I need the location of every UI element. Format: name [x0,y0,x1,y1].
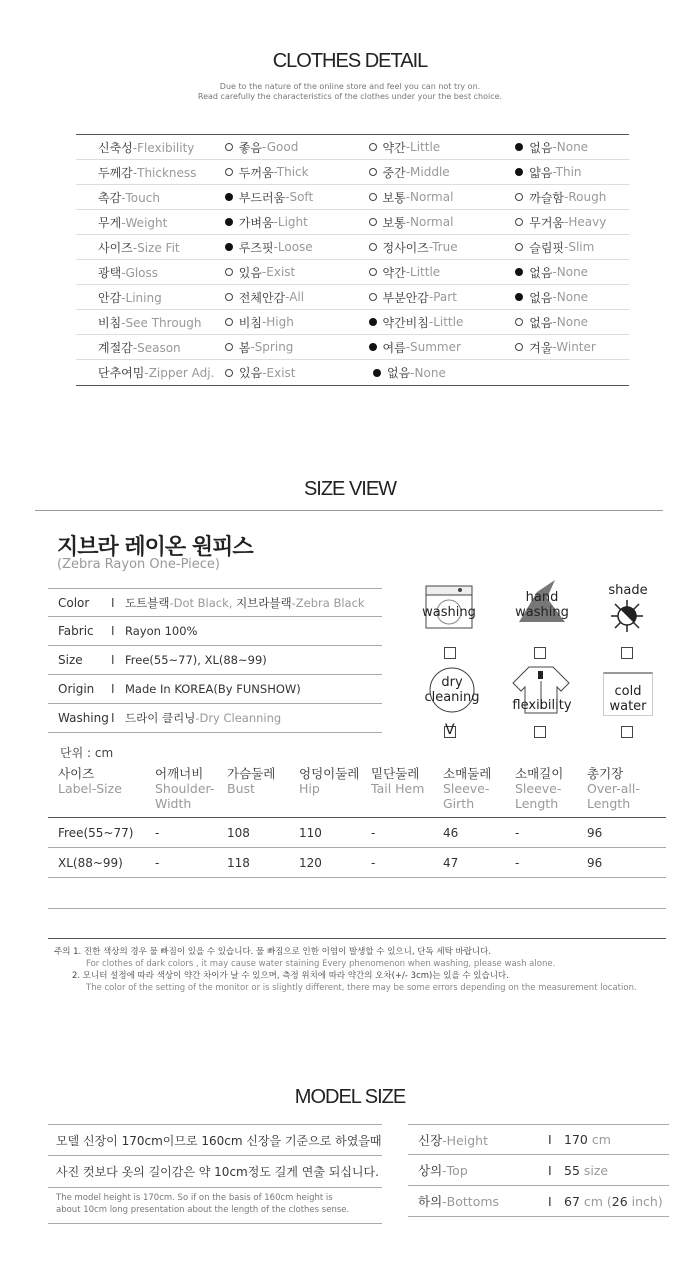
size-cell: 108 [227,825,250,840]
model-value-num: 170 [564,1132,588,1147]
selected-dot-icon [373,369,381,377]
option-en: -Summer [405,340,461,354]
detail-row [76,185,629,210]
option-en: -None [552,140,589,154]
selected-dot-icon [225,243,233,251]
model-value [564,1132,611,1147]
info-row [48,617,382,646]
option-ko: 없음 [387,366,411,380]
option-en: -Thin [552,165,582,179]
detail-option [361,264,504,281]
detail-label-ko: 비침 [98,315,122,330]
detail-label-ko: 계절감 [98,340,133,355]
option-ko: 좋음 [238,140,262,155]
detail-option [361,239,504,256]
empty-circle-icon [225,268,233,276]
size-header-ko: 엉덩이둘레 [299,766,360,781]
size-cell: 46 [443,825,459,840]
size-table-row [48,818,666,848]
detail-label-ko: 안감 [98,290,122,305]
model-value-unit: size [579,1162,609,1178]
size-cell: - [155,855,160,870]
empty-circle-icon [369,268,377,276]
size-cell: 96 [587,855,603,870]
size-header-en: Sleeve- Girth [443,781,490,811]
selected-dot-icon [369,343,377,351]
option-en: -Little [428,315,464,329]
model-title: MODEL SIZE [294,1086,406,1108]
model-key [408,1131,548,1149]
detail-option [361,289,504,306]
hand-washing-label: hand washing [515,590,569,620]
selected-dot-icon [515,268,523,276]
info-value [125,682,301,696]
model-key-en: -Height [442,1132,488,1148]
detail-option [503,164,629,181]
separator: I [548,1132,552,1147]
empty-circle-icon [369,143,377,151]
model-key-en: -Top [442,1163,468,1178]
cold-water-label: cold water [609,684,647,714]
empty-circle-icon [225,293,233,301]
option-ko: 있음 [239,366,263,380]
size-cell: - [371,825,376,840]
info-key: Size [58,653,83,667]
info-value-main: 드라이 클리닝 [125,711,196,725]
info-row [48,675,382,704]
info-value-main: Rayon 100% [125,624,198,638]
size-header-en: Tail Hem [371,781,425,796]
info-value-main-2: 지브라블랙 [236,595,292,610]
detail-label [76,314,218,331]
detail-label-en: -Thickness [132,165,197,180]
option-ko: 비침 [238,315,262,330]
detail-option [361,339,504,356]
empty-circle-icon [225,168,233,176]
detail-row [76,210,629,235]
option-en: -Normal [405,215,454,229]
option-ko: 부분안감 [382,290,429,305]
size-cell: Free(55~77) [58,825,134,840]
selected-dot-icon [515,143,523,151]
detail-table [76,134,629,386]
selected-dot-icon [225,218,233,226]
detail-option [218,289,361,306]
info-key: Washing [58,711,109,725]
size-table-header [48,762,666,818]
option-en: -Soft [285,190,314,204]
detail-label [76,164,218,181]
size-header-ko: 총기장 [587,766,624,781]
info-row [48,646,382,675]
detail-option [218,314,361,331]
detail-label-ko: 촉감 [98,190,122,205]
product-name-en: (Zebra Rayon One-Piece) [57,557,220,572]
detail-title: CLOTHES DETAIL [272,50,428,72]
empty-circle-icon [515,243,523,251]
size-header-ko: 소매둘레 [443,766,492,781]
separator: I [548,1162,552,1178]
detail-label [76,139,218,156]
option-ko: 슬림핏 [529,240,565,255]
info-value [125,653,267,667]
option-ko: 부드러움 [238,190,286,205]
size-cell: - [515,825,520,840]
model-note-ko-1: 모델 신장이 170cm이므로 160cm 신장을 기준으로 하였을때 [48,1124,382,1156]
empty-circle-icon [515,193,523,201]
model-value [564,1194,663,1209]
size-cell: 118 [227,855,250,870]
note-2-en: The color of the setting of the monitor or is slightly different, there may be some errors depending on the measurement location. [86,983,637,993]
size-header-en: Over-all- Length [587,781,640,811]
size-header-cell [371,766,443,817]
detail-row [76,235,629,260]
selected-dot-icon [515,168,523,176]
option-en: -Normal [405,190,454,204]
option-en: -Middle [405,165,450,179]
detail-label [76,339,218,356]
option-ko: 없음 [529,315,553,330]
info-value-main: Free(55~77), XL(88~99) [125,653,267,667]
empty-circle-icon [225,369,233,377]
detail-label-en: -Touch [121,190,160,205]
empty-circle-icon [515,343,523,351]
detail-option [218,264,361,281]
option-en: -Good [261,140,299,154]
option-en: -Spring [250,340,294,354]
info-value-en: -Dot Black, [169,595,237,610]
model-description [48,1124,382,1224]
detail-option [361,314,504,331]
empty-circle-icon [369,293,377,301]
option-en: -High [261,315,294,329]
empty-circle-icon [369,218,377,226]
model-row [408,1186,669,1217]
model-value-unit: cm ( [579,1193,612,1209]
size-header-en: Label-Size [58,781,122,796]
option-ko: 까슬함 [529,190,565,205]
size-header-en: Sleeve- Length [515,781,562,811]
option-en: -Exist [262,365,296,380]
note-1-en: For clothes of dark colors , it may cause water staining Every phenomenon when washing, please wash alone. [86,959,556,969]
option-en: -Heavy [564,215,607,229]
option-ko: 없음 [529,265,553,280]
detail-option [503,339,629,356]
detail-label-ko: 무게 [98,215,122,230]
model-note-ko-2: 사진 컷보다 옷의 길이감은 약 10cm정도 길게 연출 되십니다. [48,1156,382,1188]
option-ko: 중간 [382,165,406,180]
separator: I [111,595,115,610]
detail-label-en: -Zipper Adj. [144,366,215,380]
option-ko: 약간 [382,140,406,155]
option-ko: 없음 [529,290,553,305]
info-key: Origin [58,682,95,696]
detail-option [503,289,629,306]
detail-row [76,360,629,385]
model-value-num: 67 [564,1193,580,1209]
info-key: Color [58,595,90,610]
size-header-ko: 사이즈 [58,766,95,781]
size-header-ko: 소매길이 [515,766,564,781]
detail-label-en: -Season [132,340,181,355]
detail-row [76,160,629,185]
model-value-num: 55 [564,1162,580,1178]
option-en: -None [552,315,589,329]
selected-dot-icon [369,318,377,326]
empty-circle-icon [225,318,233,326]
detail-label-en: -Lining [121,290,162,305]
size-header-en: Hip [299,781,320,796]
size-cell: 96 [587,825,603,840]
washing-label: washing [422,605,476,620]
dry-cleaning-check: V [445,722,455,738]
option-en: -None [552,265,589,279]
option-ko: 보통 [382,215,406,230]
flexibility-label: flexibility [512,698,572,713]
detail-label [76,364,218,381]
option-ko: 무거움 [529,215,565,230]
model-note-en-1: The model height is 170cm. So if on the basis of 160cm height is [56,1193,333,1203]
product-info [48,588,382,733]
detail-option [503,314,629,331]
option-en: -All [285,290,305,304]
info-value [125,624,197,638]
size-cell: - [515,855,520,870]
option-en: -Light [273,215,308,229]
size-header-ko: 밑단둘레 [371,766,420,781]
size-header-cell [299,766,371,817]
info-value [125,710,281,726]
option-ko: 가벼움 [238,215,274,230]
shade-label: shade [608,583,648,598]
separator: I [111,653,115,667]
detail-row [76,310,629,335]
option-en: -Loose [273,240,313,254]
detail-option [503,214,629,231]
option-ko: 약간비침 [382,315,429,330]
detail-label-en: -Size Fit [132,240,180,255]
detail-label-ko: 광택 [98,265,122,280]
size-cell: 47 [443,855,459,870]
detail-label [76,289,218,306]
detail-option [361,189,504,206]
model-value [564,1163,608,1178]
model-key [408,1161,548,1179]
detail-label-en: -See Through [121,315,202,330]
size-header-cell [155,766,227,817]
empty-circle-icon [515,318,523,326]
option-en: -Exist [261,265,296,279]
detail-option [503,239,629,256]
detail-label-ko: 두께감 [98,165,133,180]
size-header-cell [443,766,515,817]
size-header-cell [227,766,299,817]
shade-checkbox[interactable] [621,647,633,659]
size-table [48,762,666,878]
option-ko: 전체안감 [238,290,286,305]
sun-shade-icon [610,599,644,633]
model-key-ko: 상의 [418,1163,443,1178]
detail-label [76,214,218,231]
separator: I [548,1193,552,1209]
option-ko: 보통 [382,190,406,205]
model-value-unit: cm [587,1132,611,1147]
size-header-ko: 어깨너비 [155,766,204,781]
product-name: 지브라 레이온 원피스 [57,535,253,560]
detail-row [76,260,629,285]
option-en: -Slim [564,240,595,254]
model-note-en-2: about 10cm long presentation about the length of the clothes sense. [56,1205,350,1215]
model-key-ko: 하의 [418,1194,443,1209]
model-measurements [408,1124,669,1217]
info-row [48,704,382,733]
option-ko: 정사이즈 [382,240,429,255]
detail-label [76,264,218,281]
option-ko: 얇음 [529,165,553,180]
washing-checkbox[interactable] [444,647,456,659]
info-value [125,595,365,611]
size-cell: 120 [299,855,322,870]
dry-cleaning-label: dry cleaning [424,675,480,705]
note-1-ko: 주의 1. 진한 색상의 경우 물 빠짐이 있을 수 있습니다. 물 빠짐으로 인한 이염이 발생할 수 있으니, 단독 세탁 바랍니다. [54,947,492,957]
option-en: -True [428,240,458,254]
empty-circle-icon [225,343,233,351]
model-key-ko: 신장 [418,1132,443,1148]
detail-option [218,339,361,356]
flexibility-checkbox[interactable] [534,726,546,738]
option-ko: 봄 [238,340,251,355]
hand-washing-checkbox[interactable] [534,647,546,659]
detail-label-en: -Gloss [121,265,158,280]
detail-option [503,189,629,206]
detail-option [503,264,629,281]
empty-circle-icon [369,193,377,201]
empty-circle-icon [225,143,233,151]
option-en: -Rough [564,190,607,204]
info-value-main: Made In KOREA(By FUNSHOW) [125,682,301,696]
detail-label [76,189,218,206]
size-cell: - [371,855,376,870]
model-note-en [48,1188,382,1224]
detail-option [361,364,487,381]
cold-water-checkbox[interactable] [621,726,633,738]
empty-circle-icon [369,243,377,251]
detail-option [218,139,361,156]
separator: I [111,624,115,638]
detail-option [218,189,361,206]
model-row [408,1124,669,1155]
option-en: -Thick [273,165,309,179]
detail-option [361,139,504,156]
size-header-en: Shoulder- Width [155,781,215,811]
size-cell: - [155,825,160,840]
info-value-en: -Dry Cleanning [195,711,282,725]
divider [48,938,666,939]
model-value-num-2: 26 [611,1193,628,1209]
empty-circle-icon [369,168,377,176]
detail-label [76,239,218,256]
detail-label-en: -Flexibility [132,140,195,155]
info-key: Fabric [58,624,94,638]
empty-circle-icon [515,218,523,226]
model-row [408,1155,669,1186]
size-cell: XL(88~99) [58,855,123,870]
detail-subtitle-1: Due to the nature of the online store and feel you can not try on. [219,82,481,91]
detail-option [218,364,361,381]
separator: I [111,711,115,725]
size-header-cell [515,766,587,817]
detail-label-ko: 단추여밈 [98,366,145,380]
model-key-en: -Bottoms [442,1194,500,1209]
option-ko: 두꺼움 [238,165,274,180]
detail-row [76,335,629,360]
note-2-ko: 2. 모니터 설정에 따라 색상이 약간 차이가 날 수 있으며, 측정 위치에 따라 약간의 오차(+/- 3cm)는 있을 수 있습니다. [72,971,509,981]
option-ko: 루즈핏 [238,240,274,255]
detail-subtitle-2: Read carefully the characteristics of the clothes under your the best choice. [197,92,503,101]
selected-dot-icon [515,293,523,301]
option-ko: 여름 [382,340,406,355]
size-header-cell [48,766,155,817]
detail-option [503,139,629,156]
selected-dot-icon [225,193,233,201]
detail-label-ko: 사이즈 [98,240,133,255]
detail-label-ko: 신축성 [98,140,133,155]
option-ko: 없음 [529,140,553,155]
size-header-cell [587,766,666,817]
option-en: -Little [405,265,441,279]
detail-row [76,135,629,160]
separator: I [111,682,115,696]
size-header-ko: 가슴둘레 [227,766,276,781]
option-en: -Little [405,140,441,154]
info-value-en-2: -Zebra Black [291,595,365,610]
divider [48,908,666,909]
detail-row [76,285,629,310]
option-ko: 약간 [382,265,406,280]
sizeview-title: SIZE VIEW [303,478,397,500]
unit-label: 단위 : cm [60,746,114,760]
detail-option [218,239,361,256]
detail-label-en: -Weight [121,215,168,230]
detail-option [361,214,504,231]
info-value-main: 도트블랙 [125,595,170,610]
model-key [408,1192,548,1210]
option-ko: 겨울 [529,340,553,355]
size-table-row [48,848,666,878]
option-en: -Part [428,290,457,304]
model-value-unit-2: inch) [627,1193,663,1209]
option-en: -None [552,290,589,304]
option-en: -None [410,365,446,380]
option-ko: 있음 [238,265,262,280]
info-row [48,588,382,617]
size-cell: 110 [299,825,322,840]
size-header-en: Bust [227,781,255,796]
detail-option [218,214,361,231]
detail-option [361,164,504,181]
option-en: -Winter [552,340,596,354]
detail-option [218,164,361,181]
divider [35,510,663,511]
